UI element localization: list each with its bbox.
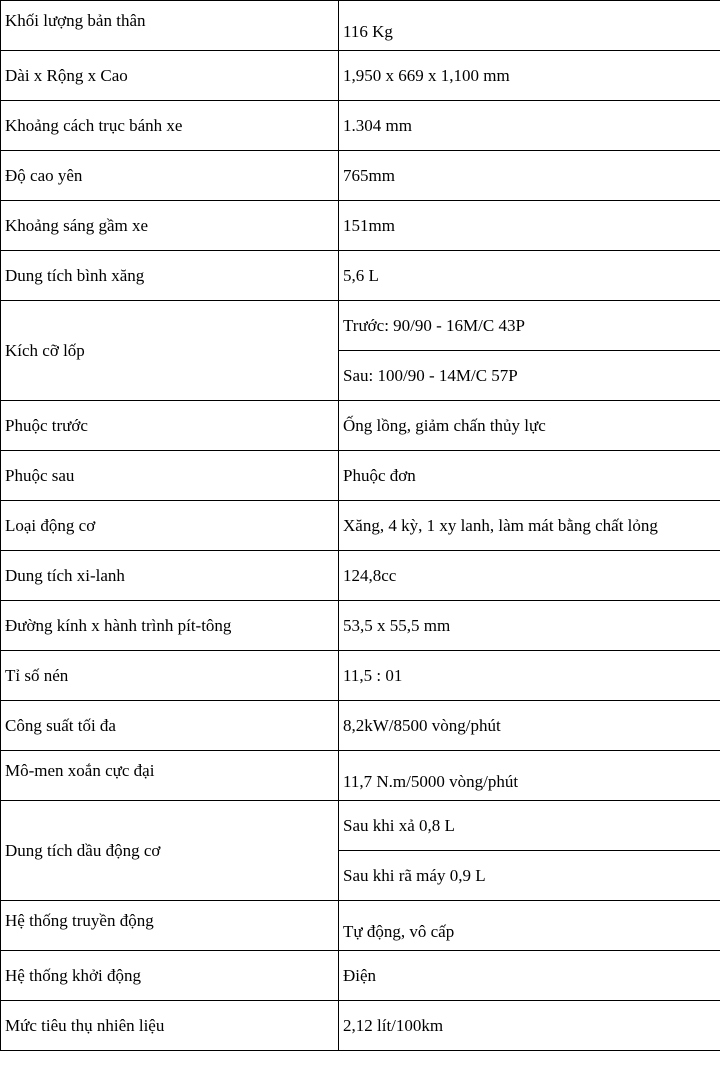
spec-value: 1,950 x 669 x 1,100 mm [339, 51, 720, 101]
spec-label: Kích cỡ lốp [1, 301, 339, 401]
table-row [1, 51, 720, 101]
spec-label: Đường kính x hành trình pít-tông [1, 601, 339, 651]
spec-label: Loại động cơ [1, 501, 339, 551]
spec-value: Xăng, 4 kỳ, 1 xy lanh, làm mát bằng chất lỏng [339, 501, 720, 551]
table-row [1, 951, 720, 1001]
spec-value: 1.304 mm [339, 101, 720, 151]
spec-label: Hệ thống khởi động [1, 951, 339, 1001]
spec-value: 5,6 L [339, 251, 720, 301]
spec-value: 8,2kW/8500 vòng/phút [339, 701, 720, 751]
spec-label: Khoảng cách trục bánh xe [1, 101, 339, 151]
table-row [1, 551, 720, 601]
table-row [1, 651, 720, 701]
spec-value: 11,7 N.m/5000 vòng/phút [339, 751, 720, 801]
spec-label: Phuộc trước [1, 401, 339, 451]
spec-value: Phuộc đơn [339, 451, 720, 501]
table-row [1, 751, 720, 801]
spec-value: Sau khi rã máy 0,9 L [339, 851, 720, 901]
table-row [1, 501, 720, 551]
spec-value: 11,5 : 01 [339, 651, 720, 701]
spec-label: Tỉ số nén [1, 651, 339, 701]
spec-label: Khoảng sáng gầm xe [1, 201, 339, 251]
spec-value: 151mm [339, 201, 720, 251]
spec-label: Khối lượng bản thân [1, 1, 339, 51]
spec-value: Tự động, vô cấp [339, 901, 720, 951]
spec-value: Sau khi xả 0,8 L [339, 801, 720, 851]
spec-label: Dung tích dầu động cơ [1, 801, 339, 901]
table-row [1, 1, 720, 51]
spec-value: Ống lồng, giảm chấn thủy lực [339, 401, 720, 451]
spec-label: Mô-men xoắn cực đại [1, 751, 339, 801]
table-row [1, 151, 720, 201]
table-row [1, 901, 720, 951]
spec-label: Dung tích xi-lanh [1, 551, 339, 601]
spec-label: Mức tiêu thụ nhiên liệu [1, 1001, 339, 1051]
spec-label: Phuộc sau [1, 451, 339, 501]
spec-value: Điện [339, 951, 720, 1001]
spec-value: 116 Kg [339, 1, 720, 51]
table-row [1, 301, 720, 351]
table-row [1, 201, 720, 251]
spec-value: Sau: 100/90 - 14M/C 57P [339, 351, 720, 401]
table-row [1, 251, 720, 301]
spec-label: Độ cao yên [1, 151, 339, 201]
spec-value: 2,12 lít/100km [339, 1001, 720, 1051]
spec-value: 124,8cc [339, 551, 720, 601]
spec-value: 53,5 x 55,5 mm [339, 601, 720, 651]
table-row [1, 401, 720, 451]
spec-label: Dung tích bình xăng [1, 251, 339, 301]
spec-label: Công suất tối đa [1, 701, 339, 751]
spec-label: Dài x Rộng x Cao [1, 51, 339, 101]
table-row [1, 601, 720, 651]
spec-value: Trước: 90/90 - 16M/C 43P [339, 301, 720, 351]
table-row [1, 1001, 720, 1051]
spec-value: 765mm [339, 151, 720, 201]
table-row [1, 101, 720, 151]
table-row [1, 451, 720, 501]
table-row [1, 701, 720, 751]
spec-label: Hệ thống truyền động [1, 901, 339, 951]
table-row [1, 801, 720, 851]
